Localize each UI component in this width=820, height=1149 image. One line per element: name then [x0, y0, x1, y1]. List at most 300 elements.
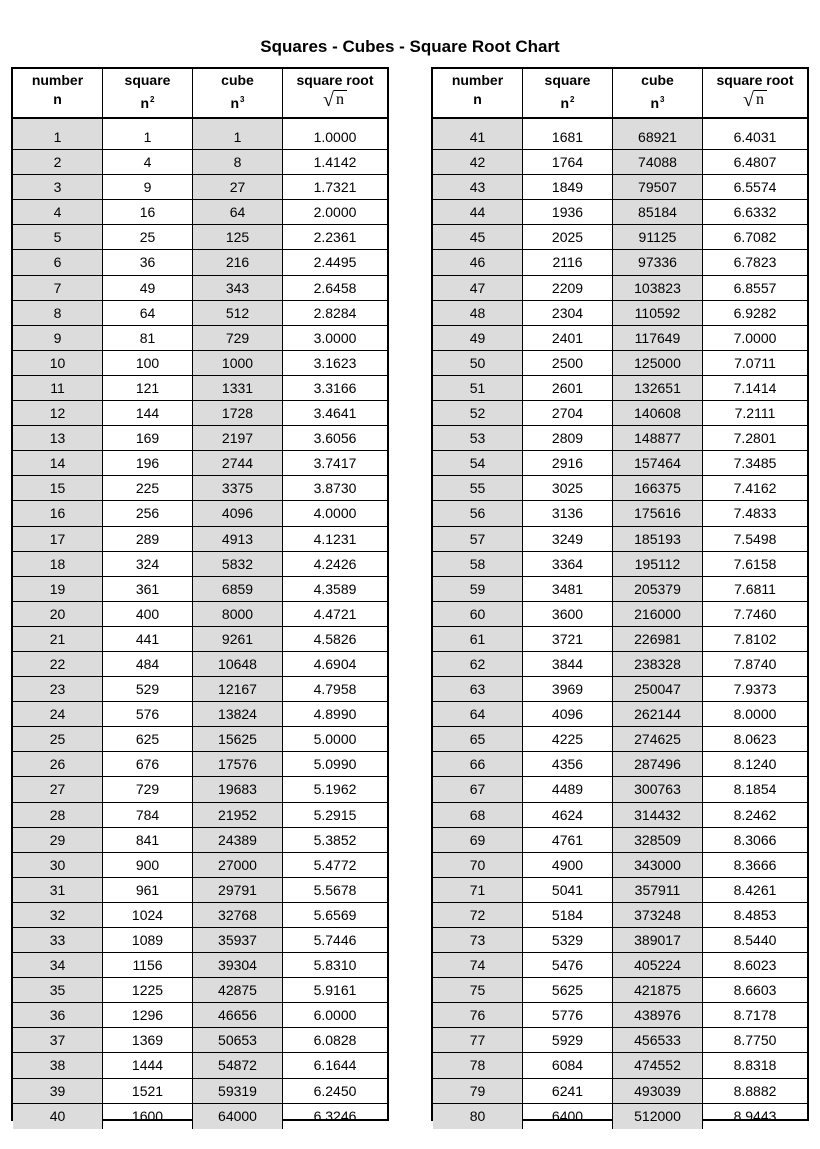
cell-square: 2704	[523, 401, 613, 425]
table-row	[13, 150, 387, 175]
table-row	[433, 878, 807, 903]
header-square	[103, 69, 193, 117]
cell-number: 22	[13, 652, 103, 676]
cell-cube: 132651	[613, 376, 703, 400]
cell-number: 74	[433, 953, 523, 977]
cell-cube: 357911	[613, 878, 703, 902]
cell-number: 64	[433, 702, 523, 726]
header-number-sub: n	[53, 91, 62, 107]
cell-cube: 438976	[613, 1003, 703, 1027]
table-row	[433, 276, 807, 301]
cell-number: 9	[13, 326, 103, 350]
cell-square: 6084	[523, 1053, 613, 1077]
cell-square: 2304	[523, 301, 613, 325]
cell-square-root: 8.1854	[733, 781, 777, 798]
table-row	[433, 401, 807, 426]
table-row	[433, 602, 807, 627]
table-row	[433, 903, 807, 928]
cell-cube: 85184	[613, 200, 703, 224]
table-header	[433, 69, 807, 119]
cell-square: 1521	[103, 1079, 193, 1103]
table-row	[13, 1028, 387, 1053]
cell-number: 21	[13, 627, 103, 651]
cell-cube: 12167	[193, 677, 283, 701]
cell-square-root: 7.8102	[733, 630, 777, 647]
cell-square: 4	[103, 150, 193, 174]
cell-cube: 21952	[193, 803, 283, 827]
cell-square: 4624	[523, 803, 613, 827]
cell-square: 961	[103, 878, 193, 902]
cell-square: 289	[103, 527, 193, 551]
cell-square-root: 5.7446	[313, 932, 357, 948]
table-row	[433, 552, 807, 577]
table-row	[433, 828, 807, 853]
cell-square-root: 6.2450	[313, 1082, 357, 1099]
cell-square: 1	[103, 125, 193, 149]
header-square-sub	[103, 90, 192, 113]
header-cube-exponent: 3	[660, 95, 665, 104]
table-row	[13, 1003, 387, 1028]
cell-square: 676	[103, 752, 193, 776]
cell-square: 4489	[523, 777, 613, 801]
table-row	[433, 1003, 807, 1028]
table-row	[13, 878, 387, 903]
cell-square: 361	[103, 577, 193, 601]
header-number-label: number	[451, 72, 504, 88]
cell-square-root: 8.7178	[733, 1007, 777, 1024]
header-cube-label: cube	[641, 72, 674, 88]
cell-square: 484	[103, 652, 193, 676]
cell-cube: 166375	[613, 476, 703, 500]
cell-square: 5329	[523, 928, 613, 952]
cell-square-root: 3.8730	[313, 480, 357, 497]
cell-square-root: 4.6904	[313, 655, 357, 672]
cell-cube: 343	[193, 276, 283, 300]
header-square-root	[283, 69, 387, 117]
cell-square: 1681	[523, 125, 613, 149]
table-row	[433, 200, 807, 225]
cell-cube: 110592	[613, 301, 703, 325]
cell-cube: 1000	[193, 351, 283, 375]
cell-number: 53	[433, 426, 523, 450]
cell-square-root: 8.6603	[733, 982, 777, 999]
cell-cube: 195112	[613, 552, 703, 576]
cell-number: 69	[433, 828, 523, 852]
table-row	[433, 727, 807, 752]
cell-number: 11	[13, 376, 103, 400]
cell-cube: 185193	[613, 527, 703, 551]
table-row	[433, 476, 807, 501]
cell-square-root: 5.3852	[313, 831, 357, 848]
cell-square: 1156	[103, 953, 193, 977]
cell-number: 58	[433, 552, 523, 576]
table-row	[433, 1028, 807, 1053]
cell-cube: 39304	[193, 953, 283, 977]
cell-square-root: 5.4772	[313, 856, 357, 873]
cell-cube: 79507	[613, 175, 703, 199]
cell-cube: 103823	[613, 276, 703, 300]
table-row	[13, 276, 387, 301]
cell-square-root: 8.1240	[733, 756, 777, 773]
cell-cube: 97336	[613, 250, 703, 274]
table-row	[433, 752, 807, 777]
header-square	[523, 69, 613, 117]
cell-square: 121	[103, 376, 193, 400]
cell-square-root: 4.8990	[313, 706, 357, 723]
cell-number: 38	[13, 1053, 103, 1077]
table-row	[433, 803, 807, 828]
cell-square: 441	[103, 627, 193, 651]
cell-cube: 50653	[193, 1028, 283, 1052]
cell-square: 900	[103, 853, 193, 877]
cell-number: 35	[13, 978, 103, 1002]
cell-cube: 68921	[613, 125, 703, 149]
cell-number: 7	[13, 276, 103, 300]
cell-cube: 2197	[193, 426, 283, 450]
cell-number: 8	[13, 301, 103, 325]
radical-argument: n	[754, 90, 767, 108]
cell-cube: 250047	[613, 677, 703, 701]
table-row	[13, 652, 387, 677]
table-row	[13, 702, 387, 727]
cell-number: 1	[13, 125, 103, 149]
cell-number: 13	[13, 426, 103, 450]
cell-number: 43	[433, 175, 523, 199]
cell-cube: 10648	[193, 652, 283, 676]
cell-number: 37	[13, 1028, 103, 1052]
cell-cube: 9261	[193, 627, 283, 651]
cell-square-root: 7.8740	[733, 655, 777, 672]
cell-cube: 216	[193, 250, 283, 274]
cell-cube: 1331	[193, 376, 283, 400]
cell-square: 3481	[523, 577, 613, 601]
table-row	[13, 1079, 387, 1104]
cell-square-root: 2.8284	[313, 304, 357, 321]
cell-cube: 17576	[193, 752, 283, 776]
cell-number: 17	[13, 527, 103, 551]
cell-square-root: 7.6811	[734, 580, 776, 597]
cell-number: 32	[13, 903, 103, 927]
cell-number: 80	[433, 1104, 523, 1129]
cell-number: 62	[433, 652, 523, 676]
cell-number: 2	[13, 150, 103, 174]
header-cube-label: cube	[221, 72, 254, 88]
cell-square: 9	[103, 175, 193, 199]
square-root-symbol	[323, 91, 347, 109]
cell-square: 1849	[523, 175, 613, 199]
header-square-exponent: 2	[570, 95, 575, 104]
cell-square-root: 6.0000	[313, 1007, 357, 1024]
cell-number: 73	[433, 928, 523, 952]
cell-number: 67	[433, 777, 523, 801]
cell-square-root: 8.0000	[733, 706, 777, 723]
cell-square: 81	[103, 326, 193, 350]
cell-cube: 373248	[613, 903, 703, 927]
cell-cube: 512	[193, 301, 283, 325]
cell-number: 60	[433, 602, 523, 626]
cell-number: 36	[13, 1003, 103, 1027]
cell-number: 42	[433, 150, 523, 174]
cell-square-root: 6.7082	[733, 229, 777, 246]
table-row	[13, 476, 387, 501]
header-number	[433, 69, 523, 117]
cell-cube: 35937	[193, 928, 283, 952]
header-cube-exponent: 3	[240, 95, 245, 104]
cell-square-root: 8.8882	[733, 1082, 777, 1099]
header-cube-base: n	[650, 95, 660, 111]
cell-square-root: 6.6332	[733, 204, 777, 221]
header-number	[13, 69, 103, 117]
table-row	[433, 652, 807, 677]
cell-square-root: 6.9282	[733, 304, 777, 321]
cell-cube: 1	[193, 125, 283, 149]
cell-cube: 27000	[193, 853, 283, 877]
cell-square-root: 4.1231	[313, 530, 357, 547]
cell-square-root: 5.2915	[313, 806, 357, 823]
cell-square-root: 5.5678	[313, 881, 357, 898]
cell-number: 72	[433, 903, 523, 927]
cell-square: 324	[103, 552, 193, 576]
table-row	[13, 301, 387, 326]
table-row	[13, 627, 387, 652]
cell-square-root: 8.6023	[733, 957, 777, 974]
cell-number: 23	[13, 677, 103, 701]
cell-number: 19	[13, 577, 103, 601]
cell-square: 5041	[523, 878, 613, 902]
cell-number: 50	[433, 351, 523, 375]
cell-cube: 421875	[613, 978, 703, 1002]
cell-square-root: 6.8557	[733, 279, 777, 296]
cell-number: 78	[433, 1053, 523, 1077]
table-row	[13, 200, 387, 225]
table-row	[13, 376, 387, 401]
cell-cube: 6859	[193, 577, 283, 601]
chart-table-right	[431, 67, 809, 1124]
cell-square-root: 8.3666	[733, 856, 777, 873]
cell-square-root: 7.4162	[733, 480, 777, 497]
cell-cube: 474552	[613, 1053, 703, 1077]
cell-number: 75	[433, 978, 523, 1002]
cell-square: 5184	[523, 903, 613, 927]
header-cube-base: n	[230, 95, 240, 111]
radical-icon: √	[323, 89, 334, 111]
header-square-label: square	[124, 72, 171, 88]
cell-cube: 64000	[193, 1104, 283, 1129]
cell-number: 14	[13, 451, 103, 475]
cell-cube: 29791	[193, 878, 283, 902]
cell-square-root: 2.4495	[313, 254, 357, 271]
cell-square-root: 6.3246	[313, 1107, 357, 1124]
cell-square-root: 7.6158	[733, 555, 777, 572]
table-row	[13, 527, 387, 552]
cell-cube: 32768	[193, 903, 283, 927]
cell-square-root: 8.8318	[733, 1057, 777, 1074]
cell-number: 71	[433, 878, 523, 902]
cell-square: 625	[103, 727, 193, 751]
cell-cube: 216000	[613, 602, 703, 626]
cell-cube: 389017	[613, 928, 703, 952]
cell-square-root: 4.5826	[313, 630, 357, 647]
cell-square: 36	[103, 250, 193, 274]
cell-cube: 8	[193, 150, 283, 174]
cell-square: 729	[103, 777, 193, 801]
cell-number: 10	[13, 351, 103, 375]
cell-cube: 46656	[193, 1003, 283, 1027]
cell-cube: 226981	[613, 627, 703, 651]
cell-cube: 15625	[193, 727, 283, 751]
table-row	[13, 326, 387, 351]
cell-square-root: 6.4031	[733, 129, 777, 145]
table-row	[13, 752, 387, 777]
cell-square: 4225	[523, 727, 613, 751]
cell-number: 25	[13, 727, 103, 751]
cell-square-root: 5.8310	[313, 957, 357, 974]
table-row	[433, 250, 807, 275]
cell-number: 39	[13, 1079, 103, 1103]
table-row	[433, 1104, 807, 1129]
cell-square: 4096	[523, 702, 613, 726]
cell-square-root: 6.5574	[733, 179, 777, 196]
cell-square: 784	[103, 803, 193, 827]
header-cube	[613, 69, 703, 117]
header-number-sub: n	[473, 91, 482, 107]
table-row	[433, 577, 807, 602]
header-square-root	[703, 69, 807, 117]
cell-cube: 91125	[613, 225, 703, 249]
cell-square: 1936	[523, 200, 613, 224]
cell-cube: 328509	[613, 828, 703, 852]
cell-number: 28	[13, 803, 103, 827]
cell-cube: 140608	[613, 401, 703, 425]
cell-cube: 512000	[613, 1104, 703, 1129]
table-row	[433, 1053, 807, 1078]
table-row	[13, 552, 387, 577]
cell-cube: 27	[193, 175, 283, 199]
cell-square-root: 6.4807	[733, 154, 777, 171]
page-title: Squares - Cubes - Square Root Chart	[260, 37, 560, 56]
cell-number: 16	[13, 501, 103, 525]
cell-cube: 74088	[613, 150, 703, 174]
cell-square: 3364	[523, 552, 613, 576]
cell-number: 59	[433, 577, 523, 601]
cell-cube: 64	[193, 200, 283, 224]
table-row	[13, 803, 387, 828]
cell-number: 65	[433, 727, 523, 751]
cell-square-root: 7.0000	[733, 329, 777, 346]
cell-number: 57	[433, 527, 523, 551]
cell-square-root: 8.5440	[733, 932, 777, 948]
cell-square: 3600	[523, 602, 613, 626]
table-row	[13, 175, 387, 200]
header-square-exponent: 2	[150, 95, 155, 104]
cell-square: 64	[103, 301, 193, 325]
cell-cube: 343000	[613, 853, 703, 877]
cell-square-root: 7.5498	[733, 530, 777, 547]
cell-number: 52	[433, 401, 523, 425]
cell-number: 5	[13, 225, 103, 249]
chart-table-left	[11, 67, 389, 1124]
table-row	[433, 928, 807, 953]
cell-square: 2601	[523, 376, 613, 400]
cell-square: 2116	[523, 250, 613, 274]
table-row	[13, 426, 387, 451]
header-square-sub	[523, 90, 612, 113]
header-square-root-label: square root	[716, 72, 794, 88]
table-body-left	[13, 125, 387, 1129]
cell-square-root: 2.2361	[313, 229, 357, 246]
cell-square: 1369	[103, 1028, 193, 1052]
cell-square-root: 3.3166	[313, 379, 357, 396]
cell-number: 54	[433, 451, 523, 475]
cell-square-root: 2.6458	[313, 279, 357, 296]
cell-square-root: 7.3485	[733, 455, 777, 472]
table-row	[13, 727, 387, 752]
cell-cube: 729	[193, 326, 283, 350]
cell-square-root: 3.1623	[313, 354, 357, 371]
cell-square: 841	[103, 828, 193, 852]
cell-square-root: 7.2801	[733, 430, 777, 447]
table-header	[13, 69, 387, 119]
table-row	[13, 125, 387, 150]
cell-square-root: 4.0000	[313, 505, 357, 522]
cell-cube: 493039	[613, 1079, 703, 1103]
cell-square-root: 3.4641	[313, 405, 357, 422]
table-row	[433, 853, 807, 878]
table-row	[13, 828, 387, 853]
cell-number: 61	[433, 627, 523, 651]
cell-square-root: 3.6056	[313, 430, 357, 447]
header-cube	[193, 69, 283, 117]
table-row	[13, 351, 387, 376]
table-row	[13, 903, 387, 928]
cell-square-root: 8.3066	[733, 831, 777, 848]
cell-square-root: 6.0828	[313, 1032, 357, 1049]
cell-number: 45	[433, 225, 523, 249]
table-row	[433, 978, 807, 1003]
cell-square: 25	[103, 225, 193, 249]
table-row	[13, 501, 387, 526]
cell-square: 3721	[523, 627, 613, 651]
cell-cube: 54872	[193, 1053, 283, 1077]
header-square-root-label: square root	[296, 72, 374, 88]
cell-square-root: 8.4853	[733, 906, 777, 923]
cell-cube: 274625	[613, 727, 703, 751]
table-row	[433, 501, 807, 526]
cell-square-root: 6.1644	[313, 1057, 357, 1074]
table-row	[433, 326, 807, 351]
cell-square-root: 3.7417	[313, 455, 357, 472]
cell-square: 2916	[523, 451, 613, 475]
cell-square: 196	[103, 451, 193, 475]
cell-square: 1444	[103, 1053, 193, 1077]
cell-square-root: 5.1962	[313, 781, 357, 798]
cell-number: 29	[13, 828, 103, 852]
table-row	[433, 225, 807, 250]
table-row	[13, 953, 387, 978]
cell-square: 1024	[103, 903, 193, 927]
cell-square-root: 4.7958	[313, 681, 357, 698]
table-row	[13, 602, 387, 627]
cell-square: 3136	[523, 501, 613, 525]
table-row	[433, 376, 807, 401]
cell-number: 6	[13, 250, 103, 274]
cell-square: 1296	[103, 1003, 193, 1027]
table-row	[433, 426, 807, 451]
table-row	[13, 401, 387, 426]
cell-number: 51	[433, 376, 523, 400]
table-row	[13, 1104, 387, 1129]
table-row	[13, 853, 387, 878]
